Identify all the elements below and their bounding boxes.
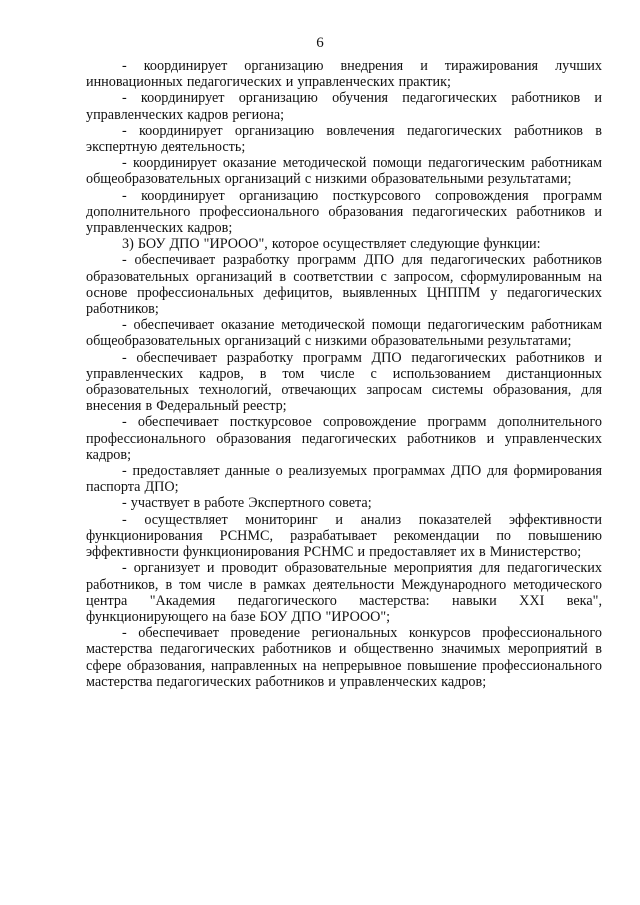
paragraph-11: - предоставляет данные о реализуемых программах ДПО для формирования паспорта ДПО; — [86, 463, 602, 496]
paragraph-5: - координирует организацию посткурсового сопровождения программ дополнительного профессионального образования педагогических работников и управленческих кадров; — [86, 187, 602, 237]
paragraph-7: - обеспечивает разработку программ ДПО для педагогических работников образовательных организаций в соответствии с запросом, сформулированным на основе профессиональных дефицитов, выявленных ЦНППМ у педагогических работников; — [86, 252, 602, 318]
paragraph-10: - обеспечивает посткурсовое сопровождение программ дополнительного профессионального образования педагогических работников и управленческих кадров; — [86, 414, 602, 463]
paragraph-12: - участвует в работе Экспертного совета; — [122, 495, 372, 512]
paragraph-6: 3) БОУ ДПО "ИРООО", которое осуществляет следующие функции: — [122, 236, 541, 253]
paragraph-4: - координирует оказание методической помощи педагогическим работникам общеобразовательных организаций с низкими образовательными результатами; — [86, 155, 602, 188]
paragraph-8: - обеспечивает оказание методической помощи педагогическим работникам общеобразовательных организаций с низкими образовательными результатами; — [86, 317, 602, 350]
paragraph-13: - осуществляет мониторинг и анализ показателей эффективности функционирования РСНМС, разрабатывает рекомендации по повышению эффективности функционирования РСНМС и предоставляет их в Министерство; — [86, 511, 602, 561]
paragraph-3: - координирует организацию вовлечения педагогических работников в экспертную деятельность; — [86, 122, 602, 156]
paragraph-9: - обеспечивает разработку программ ДПО педагогических работников и управленческих кадров, в том числе с использованием дистанционных образовательных технологий, отвечающих запросам системы образования, для внесения в Федеральный реестр; — [86, 349, 602, 415]
paragraph-1: - координирует организацию внедрения и тиражирования лучших инновационных педагогических и управленческих практик; — [86, 58, 602, 91]
document-body — [86, 58, 602, 690]
paragraph-2: - координирует организацию обучения педагогических работников и управленческих кадров региона; — [86, 90, 602, 123]
paragraph-14: - организует и проводит образовательные мероприятия для педагогических работников, в том числе в рамках деятельности Международного методического центра "Академия педагогического мастерства: навыки XXI века", функционирующего на базе БОУ ДПО "ИРООО"; — [86, 560, 602, 625]
paragraph-15: - обеспечивает проведение региональных конкурсов профессионального мастерства педагогических работников и общественно значимых мероприятий в сфере образования, направленных на непрерывное повышение профессионального мастерства педагогических работников и управленческих кадров; — [86, 625, 602, 690]
page-number: 6 — [316, 35, 324, 51]
